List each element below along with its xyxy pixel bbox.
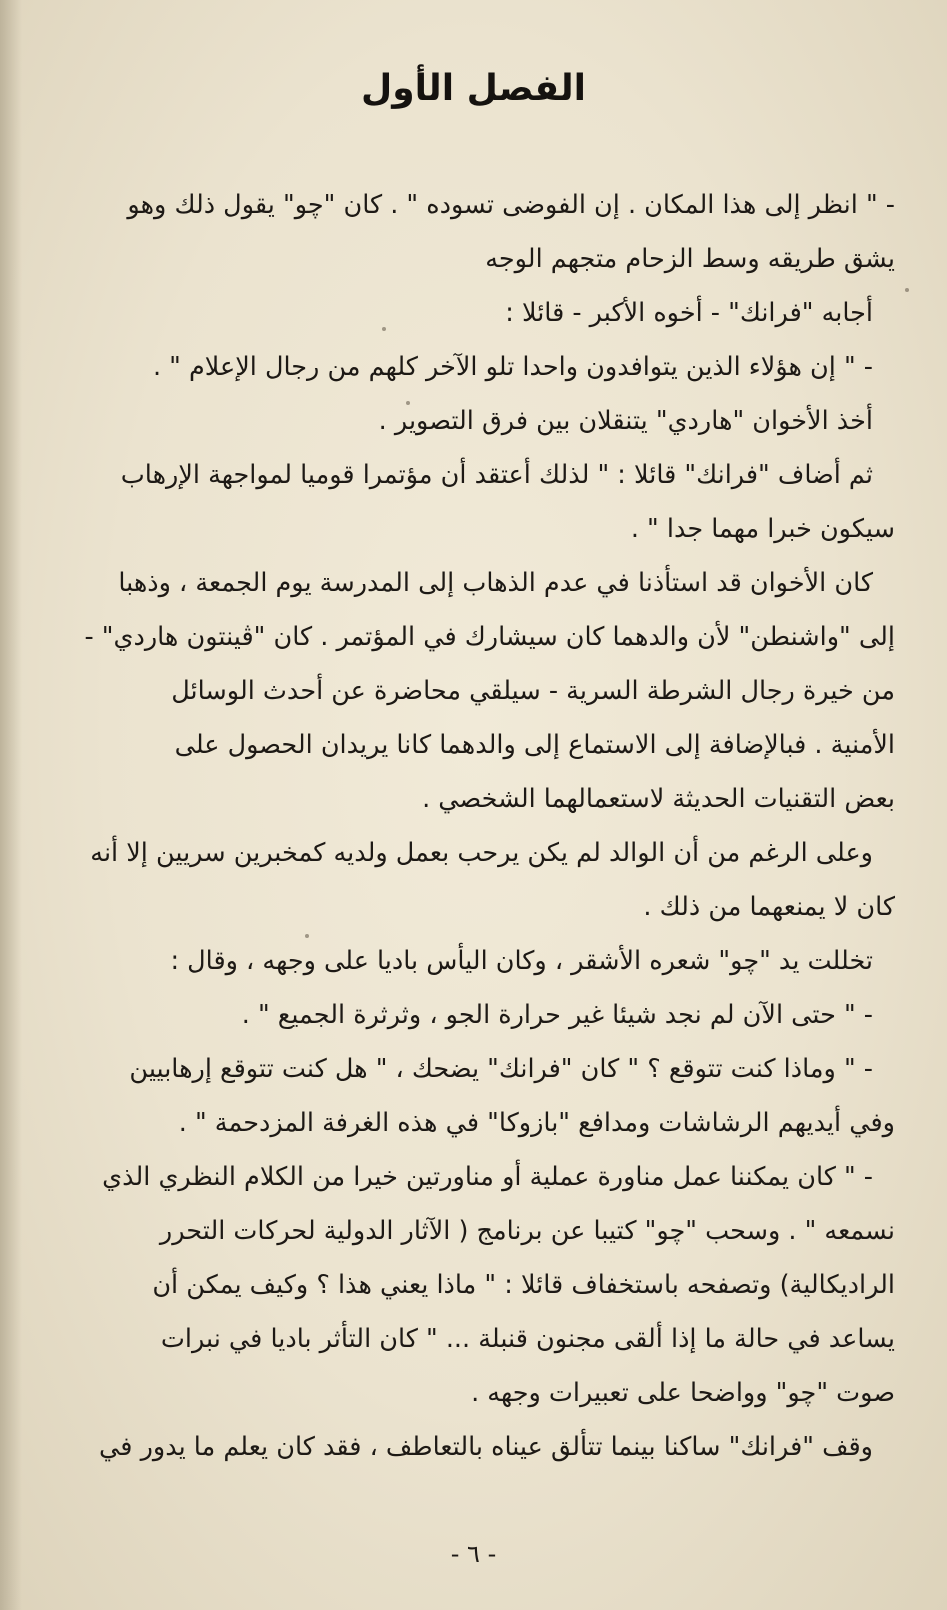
page-number: - ٦ - bbox=[450, 1540, 497, 1568]
text-line: الأمنية . فبالإضافة إلى الاستماع إلى والدهما كانا يريدان الحصول على bbox=[174, 730, 895, 760]
text-line: وقف "فرانك" ساكنا بينما تتألق عيناه بالتعاطف ، فقد كان يعلم ما يدور في bbox=[99, 1432, 873, 1462]
paper-speck bbox=[382, 327, 386, 331]
text-line: بعض التقنيات الحديثة لاستعمالهما الشخصي . bbox=[422, 784, 895, 814]
paper-speck bbox=[905, 288, 909, 292]
text-line: إلى "واشنطن" لأن والدهما كان سيشارك في المؤتمر . كان "ڤينتون هاردي" - bbox=[84, 622, 895, 652]
body-text bbox=[38, 178, 895, 1474]
text-line: كان الأخوان قد استأذنا في عدم الذهاب إلى المدرسة يوم الجمعة ، وذهبا bbox=[118, 568, 873, 598]
paper-speck bbox=[305, 934, 309, 938]
text-line: ثم أضاف "فرانك" قائلا : " لذلك أعتقد أن مؤتمرا قوميا لمواجهة الإرهاب bbox=[120, 460, 873, 490]
text-line: أخذ الأخوان "هاردي" يتنقلان بين فرق التصوير . bbox=[378, 406, 873, 436]
text-line: - " حتى الآن لم نجد شيئا غير حرارة الجو ، وثرثرة الجميع " . bbox=[241, 1000, 873, 1030]
text-line: صوت "چو" وواضحا على تعبيرات وجهه . bbox=[471, 1378, 895, 1408]
chapter-title: الفصل الأول bbox=[361, 68, 586, 109]
paper-speck bbox=[406, 401, 410, 405]
text-line: يساعد في حالة ما إذا ألقى مجنون قنبلة ... " كان التأثر باديا في نبرات bbox=[160, 1324, 895, 1354]
text-line: كان لا يمنعهما من ذلك . bbox=[643, 892, 895, 922]
text-line: من خيرة رجال الشرطة السرية - سيلقي محاضرة عن أحدث الوسائل bbox=[171, 676, 895, 706]
text-line: سيكون خبرا مهما جدا " . bbox=[630, 514, 895, 544]
text-line: الراديكالية) وتصفحه باستخفاف قائلا : " ماذا يعني هذا ؟ وكيف يمكن أن bbox=[152, 1270, 895, 1300]
text-line: يشق طريقه وسط الزحام متجهم الوجه bbox=[485, 244, 895, 274]
binding-shadow bbox=[0, 0, 22, 1610]
text-line: - " كان يمكننا عمل مناورة عملية أو مناورتين خيرا من الكلام النظري الذي bbox=[102, 1162, 873, 1192]
text-line: - " إن هؤلاء الذين يتوافدون واحدا تلو الآخر كلهم من رجال الإعلام " . bbox=[152, 352, 873, 382]
text-line: وعلى الرغم من أن الوالد لم يكن يرحب بعمل ولديه كمخبرين سريين إلا أنه bbox=[90, 838, 873, 868]
text-line: نسمعه " . وسحب "چو" كتيبا عن برنامج ( الآثار الدولية لحركات التحرر bbox=[159, 1216, 895, 1246]
text-line: - " وماذا كنت تتوقع ؟ " كان "فرانك" يضحك ، " هل كنت تتوقع إرهابيين bbox=[129, 1054, 873, 1084]
text-line: - " انظر إلى هذا المكان . إن الفوضى تسوده " . كان "چو" يقول ذلك وهو bbox=[127, 190, 895, 220]
text-line: وفي أيديهم الرشاشات ومدافع "بازوكا" في هذه الغرفة المزدحمة " . bbox=[178, 1108, 895, 1138]
text-line: أجابه "فرانك" - أخوه الأكبر - قائلا : bbox=[505, 298, 873, 328]
text-line: تخللت يد "چو" شعره الأشقر ، وكان اليأس باديا على وجهه ، وقال : bbox=[170, 946, 873, 976]
